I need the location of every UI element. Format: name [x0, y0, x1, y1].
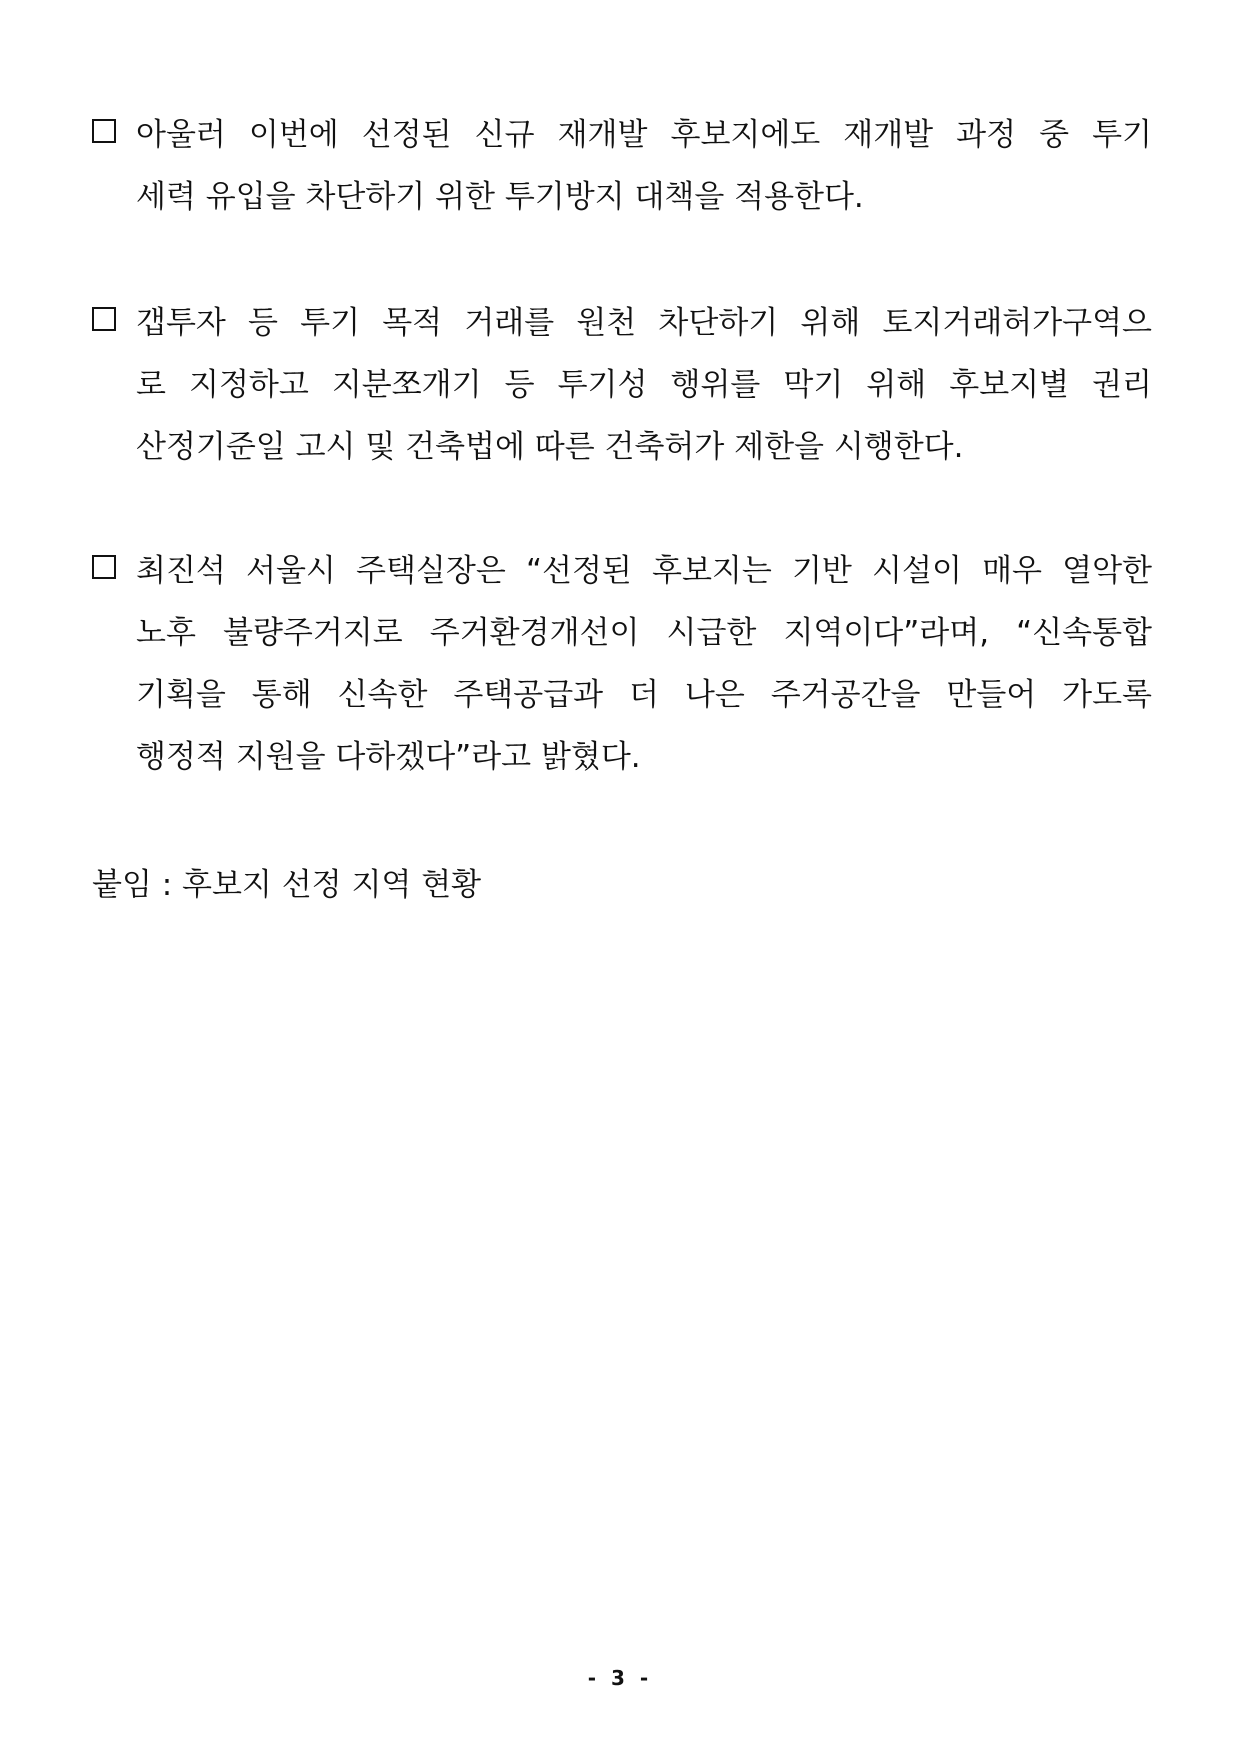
checkbox-bullet-icon: [92, 119, 116, 143]
page-number: - 3 -: [587, 1666, 653, 1690]
bullet-row: [92, 292, 1152, 478]
paragraph-text: [136, 540, 1152, 788]
text-line: 로 지정하고 지분쪼개기 등 투기성 행위를 막기 위해 후보지별 권리: [136, 367, 1152, 403]
checkbox-bullet-icon: [92, 307, 116, 331]
paragraph-official-quote: [92, 540, 1152, 788]
text-line: 아울러 이번에 선정된 신규 재개발 후보지에도 재개발 과정 중 투기: [136, 117, 1152, 153]
text-line: 행정적 지원을 다하겠다”라고 밝혔다.: [136, 739, 641, 775]
text-line: 산정기준일 고시 및 건축법에 따른 건축허가 제한을 시행한다.: [136, 429, 964, 465]
text-line: 최진석 서울시 주택실장은 “선정된 후보지는 기반 시설이 매우 열악한: [136, 553, 1152, 589]
paragraph-land-permit: [92, 292, 1152, 478]
text-line: 기획을 통해 신속한 주택공급과 더 나은 주거공간을 만들어 가도록: [136, 677, 1152, 713]
text-line: 갭투자 등 투기 목적 거래를 원천 차단하기 위해 토지거래허가구역으: [136, 305, 1152, 341]
bullet-row: [92, 540, 1152, 788]
paragraph-anti-speculation: [92, 104, 1152, 228]
text-line: 노후 불량주거지로 주거환경개선이 시급한 지역이다”라며, “신속통합: [136, 615, 1152, 651]
checkbox-bullet-icon: [92, 555, 116, 579]
text-line: 세력 유입을 차단하기 위한 투기방지 대책을 적용한다.: [136, 179, 864, 215]
paragraph-text: [136, 104, 1152, 228]
paragraph-text: [136, 292, 1152, 478]
bullet-row: [92, 104, 1152, 228]
attachment-note: 붙임 : 후보지 선정 지역 현황: [92, 867, 482, 903]
